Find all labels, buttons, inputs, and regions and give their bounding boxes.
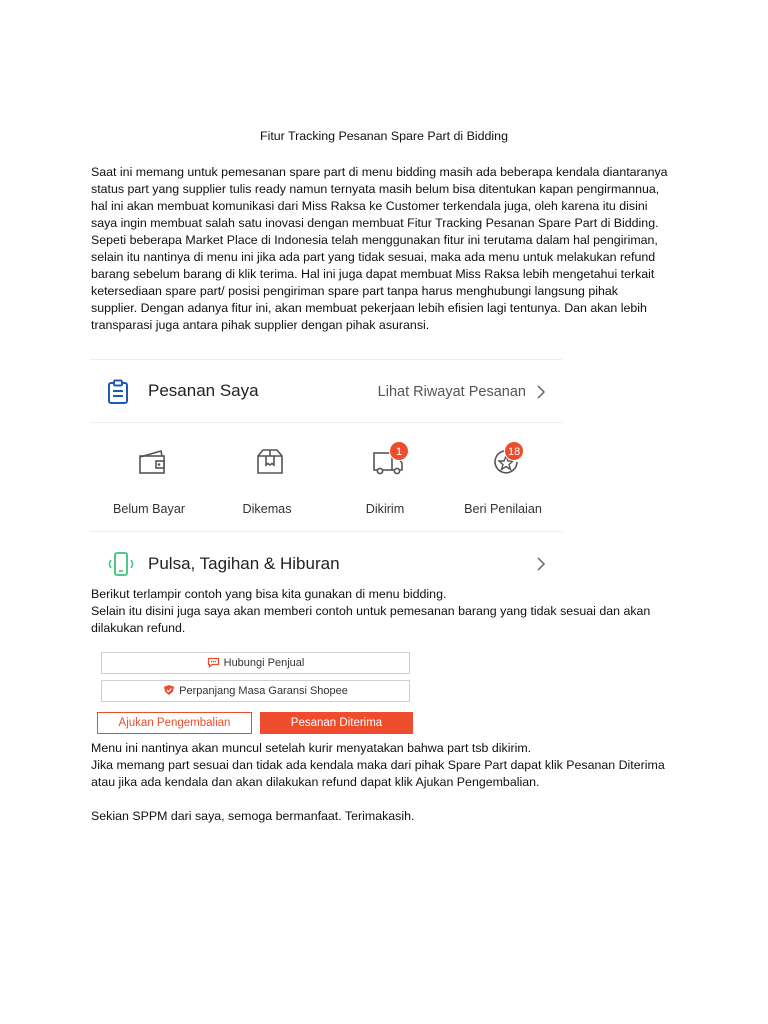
outro-line: Jika memang part sesuai dan tidak ada kendala maka dari pihak Spare Part dapat klik Pesanan Diterima (91, 758, 665, 772)
status-shipped[interactable] (326, 423, 444, 531)
status-label: Dikirim (365, 502, 405, 516)
request-return-label: Ajukan Pengembalian (118, 717, 231, 729)
intro-line: status part yang supplier tulis ready namun ternyata masih belum bisa ditentukan kapan pengirmannua, (91, 182, 660, 196)
mid-line: Selain itu disini juga saya akan memberi contoh untuk pemesanan barang yang tidak sesuai dan akan (91, 604, 651, 618)
bills-title: Pulsa, Tagihan & Hiburan (148, 554, 340, 573)
order-status-row (90, 423, 562, 532)
intro-line: hal ini akan membuat komunikasi dari Miss Raksa ke Customer terkendala juga, oleh karena itu disini (91, 199, 648, 213)
intro-line: Sepeti beberapa Market Place di Indonesia telah menggunakan fitur ini terutama dalam hal pengiriman, (91, 233, 658, 247)
intro-line: Saat ini memang untuk pemesanan spare part di menu bidding masih ada beberapa kendala diantaranya (91, 165, 668, 179)
bills-row[interactable] (90, 532, 562, 586)
shipped-count-badge: 1 (389, 441, 409, 461)
chevron-right-icon (536, 556, 546, 572)
contact-seller-label: Hubungi Penjual (223, 657, 305, 669)
wallet-icon (135, 445, 169, 479)
mid-paragraph (91, 586, 711, 637)
chat-icon (207, 657, 220, 668)
orders-title: Pesanan Saya (148, 381, 259, 400)
order-received-button[interactable] (260, 712, 413, 734)
chevron-right-icon (536, 384, 546, 400)
status-label: Belum Bayar (112, 502, 186, 516)
mid-line: Berikut terlampir contoh yang bisa kita gunakan di menu bidding. (91, 587, 447, 601)
outro-paragraph (91, 740, 711, 791)
clipboard-icon (107, 379, 129, 405)
intro-line: transparasi juga antara pihak supplier dengan pihak asuransi. (91, 318, 430, 332)
status-unpaid[interactable] (90, 423, 208, 531)
intro-line: barang sebelum barang di klik terima. Hal ini juga dapat membuat Miss Raksa lebih mengetahui terkait (91, 267, 655, 281)
status-packed[interactable] (208, 423, 326, 531)
phone-icon (104, 551, 138, 579)
intro-line: ketersediaan spare part/ posisi pengiriman spare part tanpa harus menghubungi langsung pihak (91, 284, 618, 298)
outro-line: atau jika ada kendala dan akan dilakukan refund dapat klik Ajukan Pengembalian. (91, 775, 540, 789)
order-history-link[interactable]: Lihat Riwayat Pesanan (377, 384, 526, 400)
intro-line: selain itu nantinya di menu ini jika ada part yang tidak sesuai, maka ada menu untuk melakukan refund (91, 250, 656, 264)
box-icon (253, 445, 287, 479)
request-return-button[interactable] (97, 712, 252, 734)
order-received-label: Pesanan Diterima (290, 717, 383, 729)
closing-sentence: Sekian SPPM dari saya, semoga bermanfaat. Terimakasih. (91, 809, 415, 823)
status-label: Beri Penilaian (464, 502, 542, 516)
contact-seller-button[interactable] (101, 652, 410, 674)
orders-header-row[interactable] (90, 360, 562, 423)
status-label: Dikemas (242, 502, 292, 516)
intro-line: saya ingin membuat salah satu inovasi dengan membuat Fitur Tracking Pesanan Spare Part di Bidding. (91, 216, 659, 230)
extend-warranty-button[interactable] (101, 680, 410, 702)
orders-card-screenshot (90, 359, 562, 586)
rating-count-badge: 18 (504, 441, 524, 461)
mid-line: dilakukan refund. (91, 621, 186, 635)
shield-icon (163, 684, 175, 696)
intro-line: supplier. Dengan adanya fitur ini, akan membuat pekerjaan lebih efisien lagi tentunya. Dan akan lebih (91, 301, 647, 315)
status-rate[interactable] (444, 423, 562, 531)
intro-paragraph (91, 164, 691, 334)
document-title: Fitur Tracking Pesanan Spare Part di Bidding (260, 129, 508, 143)
outro-line: Menu ini nantinya akan muncul setelah kurir menyatakan bahwa part tsb dikirim. (91, 741, 532, 755)
extend-warranty-label: Perpanjang Masa Garansi Shopee (179, 685, 348, 697)
